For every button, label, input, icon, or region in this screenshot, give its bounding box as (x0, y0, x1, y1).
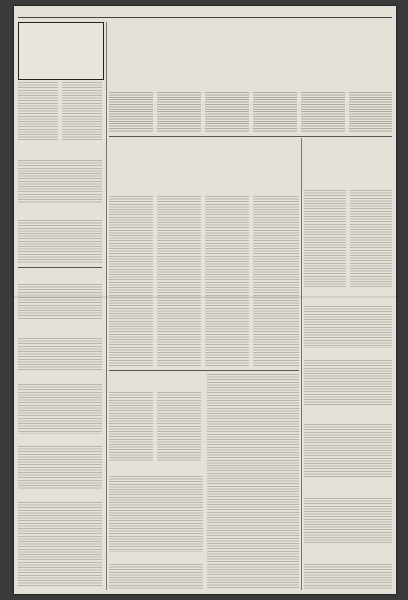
right-column (304, 138, 392, 590)
newspaper-page (14, 6, 396, 594)
left-column (18, 22, 104, 590)
masthead (18, 9, 392, 18)
left-feature-box (18, 22, 104, 80)
top-story (109, 20, 392, 134)
center-column (109, 138, 299, 590)
